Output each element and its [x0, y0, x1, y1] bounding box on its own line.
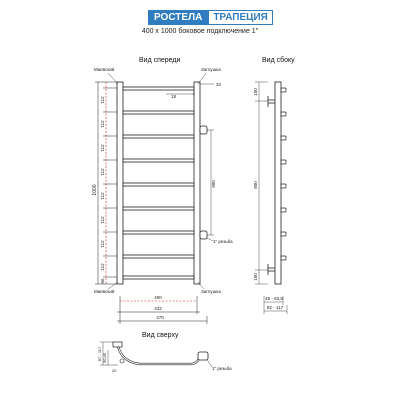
dim-pitch: 112	[100, 216, 105, 224]
rungs	[123, 87, 194, 279]
dim-side-800: 800	[253, 181, 258, 189]
product-subtitle: 400 х 1000 боковое подключение 1"	[141, 28, 259, 35]
dim-width-470: 470	[156, 315, 164, 320]
dim-pitch: 112	[100, 192, 105, 200]
rung	[123, 135, 194, 138]
side-view-title: Вид сбоку	[262, 57, 295, 64]
rung	[123, 183, 194, 186]
rung	[123, 207, 194, 210]
dim-pitch: 112	[100, 96, 105, 104]
side-pipe	[275, 82, 281, 284]
label-mayevsky-bottom: Маевский	[94, 289, 115, 294]
dim-32: 32	[216, 82, 222, 87]
label-plug-bottom: Заглушка	[201, 289, 221, 294]
top-view-hole	[120, 359, 124, 363]
label-thread-top: 1" резьба	[212, 366, 232, 371]
dim-side-100-top: 100	[253, 88, 258, 96]
rung	[123, 87, 194, 90]
dim-height-1000: 1000	[92, 184, 98, 196]
dim-pitch: 112	[100, 144, 105, 152]
dim-side-100-bottom: 100	[253, 273, 258, 281]
brand-name: РОСТЕЛА	[148, 10, 208, 25]
top-view	[97, 342, 232, 373]
dim-side-45-63: 45 - 63,5	[265, 296, 283, 301]
dim-top-87-117: 87 - 117	[97, 346, 102, 362]
front-view-title: Вид спереди	[139, 57, 181, 64]
right-pipe	[194, 82, 200, 284]
dim-width-432: 432	[154, 306, 162, 311]
rung	[123, 276, 194, 279]
dim-pitch: 112	[100, 263, 105, 271]
dim-side-92-117: 92 - 117	[266, 305, 284, 310]
label-thread-front: 1" резьба	[213, 239, 233, 244]
left-pipe	[117, 82, 123, 284]
top-connection	[200, 126, 207, 134]
brand-model: ТРАПЕЦИЯ	[208, 10, 273, 25]
top-view-title: Вид сверху	[142, 332, 179, 339]
rung	[123, 255, 194, 258]
dim-18: 18	[171, 94, 177, 99]
dim-pitch: 112	[100, 240, 105, 248]
front-view	[92, 66, 233, 324]
dim-top-hole: 20	[112, 368, 117, 373]
rung	[123, 159, 194, 162]
dim-width-400: 400	[154, 295, 162, 300]
rung	[123, 111, 194, 114]
dim-top-3045: 30,45	[102, 352, 107, 364]
dim-900: 900	[211, 180, 216, 188]
dim-56: 56	[100, 278, 105, 284]
label-mayevsky-top: Маевский	[94, 67, 115, 72]
side-view	[253, 82, 287, 314]
rung	[123, 231, 194, 234]
bottom-connection	[200, 231, 207, 239]
dim-pitch: 112	[100, 168, 105, 176]
label-plug-top: Заглушка	[201, 67, 221, 72]
dim-pitch: 112	[100, 120, 105, 128]
